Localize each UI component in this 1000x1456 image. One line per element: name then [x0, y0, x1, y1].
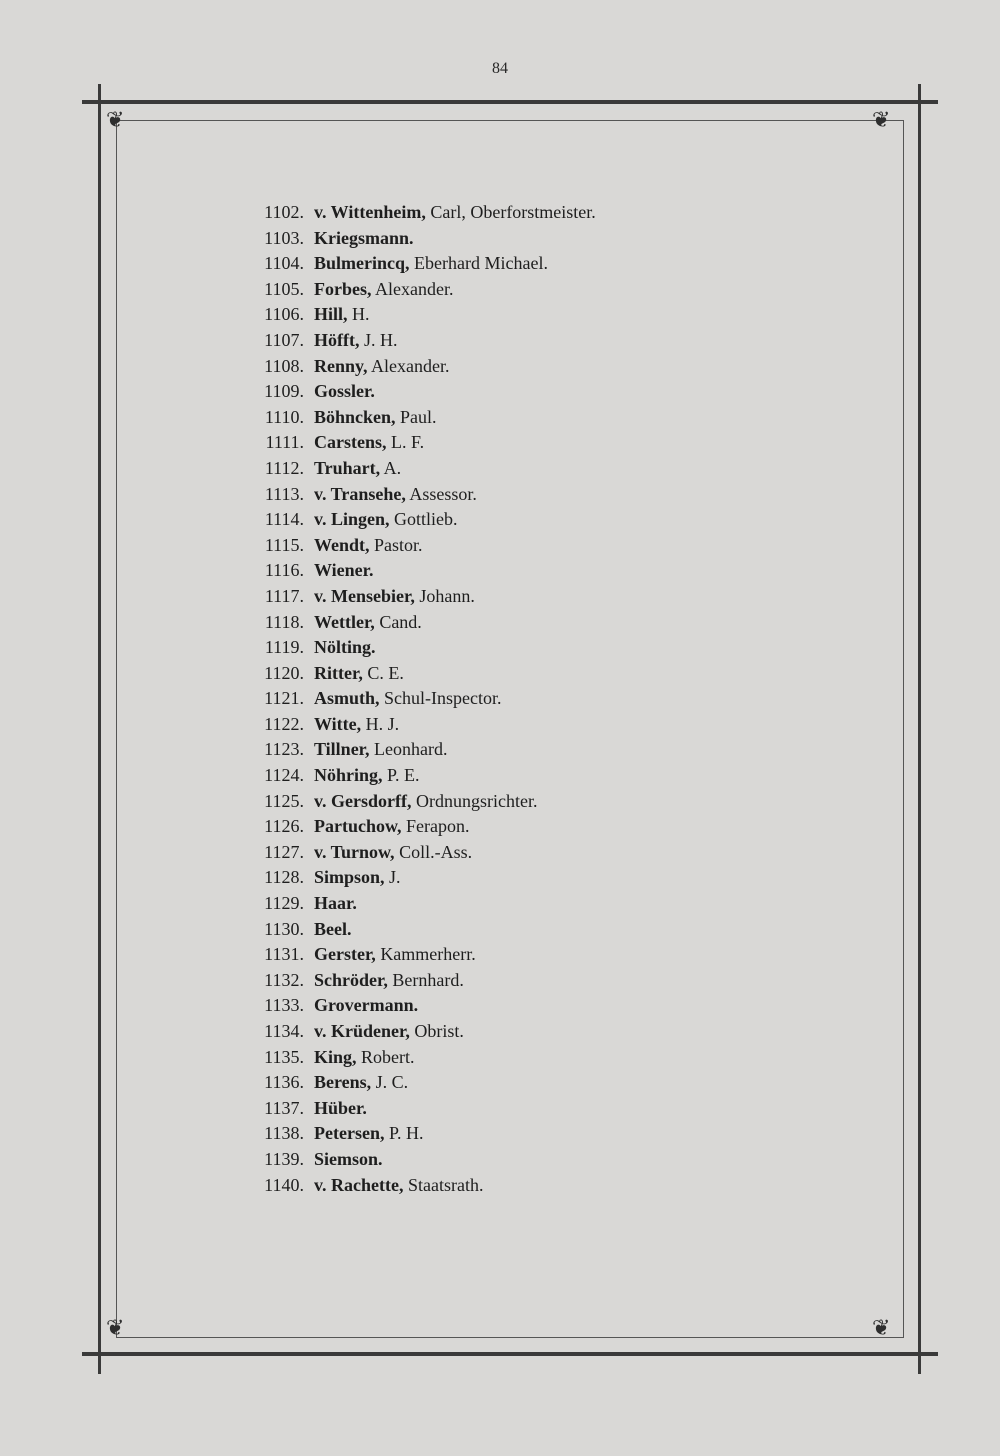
entry-name: Beel. [314, 918, 352, 939]
entry-name: Carstens, [314, 432, 387, 453]
entry-number: 1123. [264, 739, 304, 760]
entry-details: Bernhard. [387, 969, 464, 990]
entry-details: Alexander. [371, 278, 454, 299]
entry-name: Grovermann. [314, 995, 419, 1016]
list-item [240, 865, 880, 891]
entry-details: P. H. [384, 1123, 424, 1144]
list-item [240, 891, 880, 917]
entry-name: Forbes, [314, 278, 372, 299]
entry-name: v. Turnow, [314, 841, 395, 862]
entry-details: Ferapon. [401, 816, 470, 837]
list-item [240, 661, 880, 687]
list-item [240, 686, 880, 712]
entry-number: 1129. [264, 893, 304, 914]
entry-name: Nöhring, [314, 765, 383, 786]
entry-number: 1132. [264, 969, 304, 990]
entry-number: 1111. [265, 432, 304, 453]
frame-top-rule [82, 100, 938, 104]
list-item [240, 1070, 880, 1096]
entry-number: 1113. [264, 483, 304, 504]
list-item [240, 354, 880, 380]
entry-number: 1125. [264, 790, 304, 811]
list-item [240, 610, 880, 636]
entry-number: 1136. [264, 1072, 304, 1093]
list-item [240, 328, 880, 354]
entry-name: Haar. [314, 893, 357, 914]
ornament-top-right-icon: ❦ [872, 108, 891, 133]
entry-name: v. Wittenheim, [314, 202, 426, 222]
entry-details: Kammerherr. [375, 944, 476, 965]
list-item [240, 968, 880, 994]
entry-details: Alexander. [367, 355, 450, 376]
entry-number: 1126. [264, 816, 304, 837]
entry-details: C. E. [362, 662, 404, 683]
list-item [240, 1173, 880, 1199]
list-item [240, 507, 880, 533]
entry-name: Berens, [314, 1072, 372, 1093]
entry-name: Partuchow, [314, 816, 402, 837]
list-item [240, 405, 880, 431]
entry-number: 1118. [264, 611, 304, 632]
entry-name: Wettler, [314, 611, 375, 632]
list-item [240, 917, 880, 943]
entry-name: Siemson. [314, 1148, 383, 1169]
entry-details: Leonhard. [369, 739, 448, 760]
entry-number: 1131. [264, 944, 304, 965]
entry-details: Ordnungsrichter. [411, 790, 538, 811]
entry-number: 1138. [264, 1123, 304, 1144]
entry-number: 1130. [264, 918, 304, 939]
entry-details: J. [384, 867, 401, 888]
entry-details: Schul-Inspector. [379, 688, 502, 709]
entry-name: Simpson, [314, 867, 385, 888]
entry-name: v. Transehe, [314, 483, 406, 504]
entry-details: H. [347, 304, 370, 325]
page-number: 84 [492, 60, 508, 77]
list-item [240, 558, 880, 584]
entry-name: Petersen, [314, 1123, 385, 1144]
list-item [240, 482, 880, 508]
entry-number: 1128. [264, 867, 304, 888]
entry-number: 1122. [264, 713, 304, 734]
entry-name: Böhncken, [314, 406, 396, 427]
list-item [240, 379, 880, 405]
entry-details: P. E. [382, 765, 420, 786]
entry-details: Cand. [374, 611, 422, 632]
frame-bottom-rule [82, 1352, 938, 1356]
entry-details: Pastor. [369, 534, 423, 555]
entry-details: Obrist. [409, 1021, 464, 1041]
entry-details: J. H. [359, 329, 398, 350]
list-item [240, 814, 880, 840]
entry-details: L. F. [386, 432, 425, 453]
list-item [240, 226, 880, 252]
entry-number: 1127. [264, 841, 304, 862]
entry-name: Asmuth, [314, 688, 380, 709]
entry-name: Renny, [314, 355, 368, 376]
entry-number: 1108. [264, 355, 304, 376]
entry-details: Coll.-Ass. [394, 841, 473, 862]
list-item [240, 737, 880, 763]
ornament-bottom-left-icon: ❦ [106, 1316, 125, 1341]
entry-name: Hüber. [314, 1097, 367, 1118]
entry-number: 1119. [264, 637, 304, 658]
list-item [240, 1121, 880, 1147]
frame-left-rule [98, 84, 101, 1374]
entry-details: A. [380, 457, 402, 478]
entry-name: v. Mensebier, [314, 585, 415, 606]
entry-name: v. Lingen, [314, 509, 390, 530]
entry-details: Johann. [414, 585, 475, 606]
entry-number: 1124. [264, 765, 304, 786]
entry-number: 1121. [264, 688, 304, 709]
entry-details: Carl, Oberforstmeister. [425, 202, 596, 222]
list-item [240, 712, 880, 738]
entry-number: 1140. [264, 1174, 304, 1195]
member-list [240, 200, 880, 1198]
entry-details: J. C. [371, 1072, 409, 1093]
list-item [240, 1019, 880, 1045]
entry-number: 1116. [264, 560, 304, 581]
entry-number: 1103. [264, 227, 304, 248]
entry-name: Hill, [314, 304, 348, 325]
list-item [240, 200, 880, 226]
list-item [240, 584, 880, 610]
entry-details: Staatsrath. [403, 1174, 484, 1195]
entry-number: 1114. [264, 509, 304, 530]
list-item [240, 635, 880, 661]
entry-number: 1104. [264, 253, 304, 274]
entry-name: v. Krüdener, [314, 1021, 410, 1041]
list-item [240, 1045, 880, 1071]
entry-name: Gerster, [314, 944, 376, 965]
list-item [240, 942, 880, 968]
list-item [240, 456, 880, 482]
entry-details: H. J. [361, 713, 400, 734]
entry-details: Eberhard Michael. [409, 253, 548, 274]
list-item [240, 533, 880, 559]
entry-number: 1134. [264, 1021, 304, 1041]
entry-number: 1133. [264, 995, 304, 1016]
entry-name: Ritter, [314, 662, 363, 683]
entry-name: Bulmerincq, [314, 253, 410, 274]
entry-number: 1135. [264, 1046, 304, 1067]
entry-number: 1102. [264, 202, 304, 222]
entry-name: Wiener. [314, 560, 374, 581]
entry-name: v. Rachette, [314, 1174, 404, 1195]
ornament-bottom-right-icon: ❦ [872, 1316, 891, 1341]
entry-name: Höfft, [314, 329, 360, 350]
list-item [240, 840, 880, 866]
ornament-top-left-icon: ❦ [106, 108, 125, 133]
entry-number: 1107. [264, 329, 304, 350]
entry-name: Gossler. [314, 381, 375, 402]
entry-details: Gottlieb. [389, 509, 458, 530]
entry-number: 1109. [264, 381, 304, 402]
entry-name: Nölting. [314, 637, 376, 658]
entry-name: Wendt, [314, 534, 370, 555]
entry-number: 1139. [264, 1148, 304, 1169]
list-item [240, 277, 880, 303]
entry-name: Schröder, [314, 969, 388, 990]
entry-number: 1137. [264, 1097, 304, 1118]
entry-number: 1105. [264, 278, 304, 299]
entry-number: 1112. [264, 457, 304, 478]
frame-right-rule [918, 84, 921, 1374]
entry-name: Tillner, [314, 739, 370, 760]
entry-name: Witte, [314, 713, 362, 734]
entry-details: Robert. [356, 1046, 415, 1067]
entry-name: Truhart, [314, 457, 381, 478]
list-item [240, 302, 880, 328]
entry-details: Assessor. [405, 483, 477, 504]
entry-number: 1110. [264, 406, 304, 427]
entry-number: 1120. [264, 662, 304, 683]
list-item [240, 993, 880, 1019]
list-item [240, 430, 880, 456]
list-item [240, 1147, 880, 1173]
list-item [240, 1096, 880, 1122]
entry-name: v. Gersdorff, [314, 790, 412, 811]
entry-number: 1117. [264, 585, 304, 606]
list-item [240, 763, 880, 789]
entry-name: Kriegsmann. [314, 227, 414, 248]
list-item [240, 789, 880, 815]
entry-number: 1106. [264, 304, 304, 325]
entry-details: Paul. [395, 406, 437, 427]
entry-name: King, [314, 1046, 357, 1067]
entry-number: 1115. [264, 534, 304, 555]
list-item [240, 251, 880, 277]
